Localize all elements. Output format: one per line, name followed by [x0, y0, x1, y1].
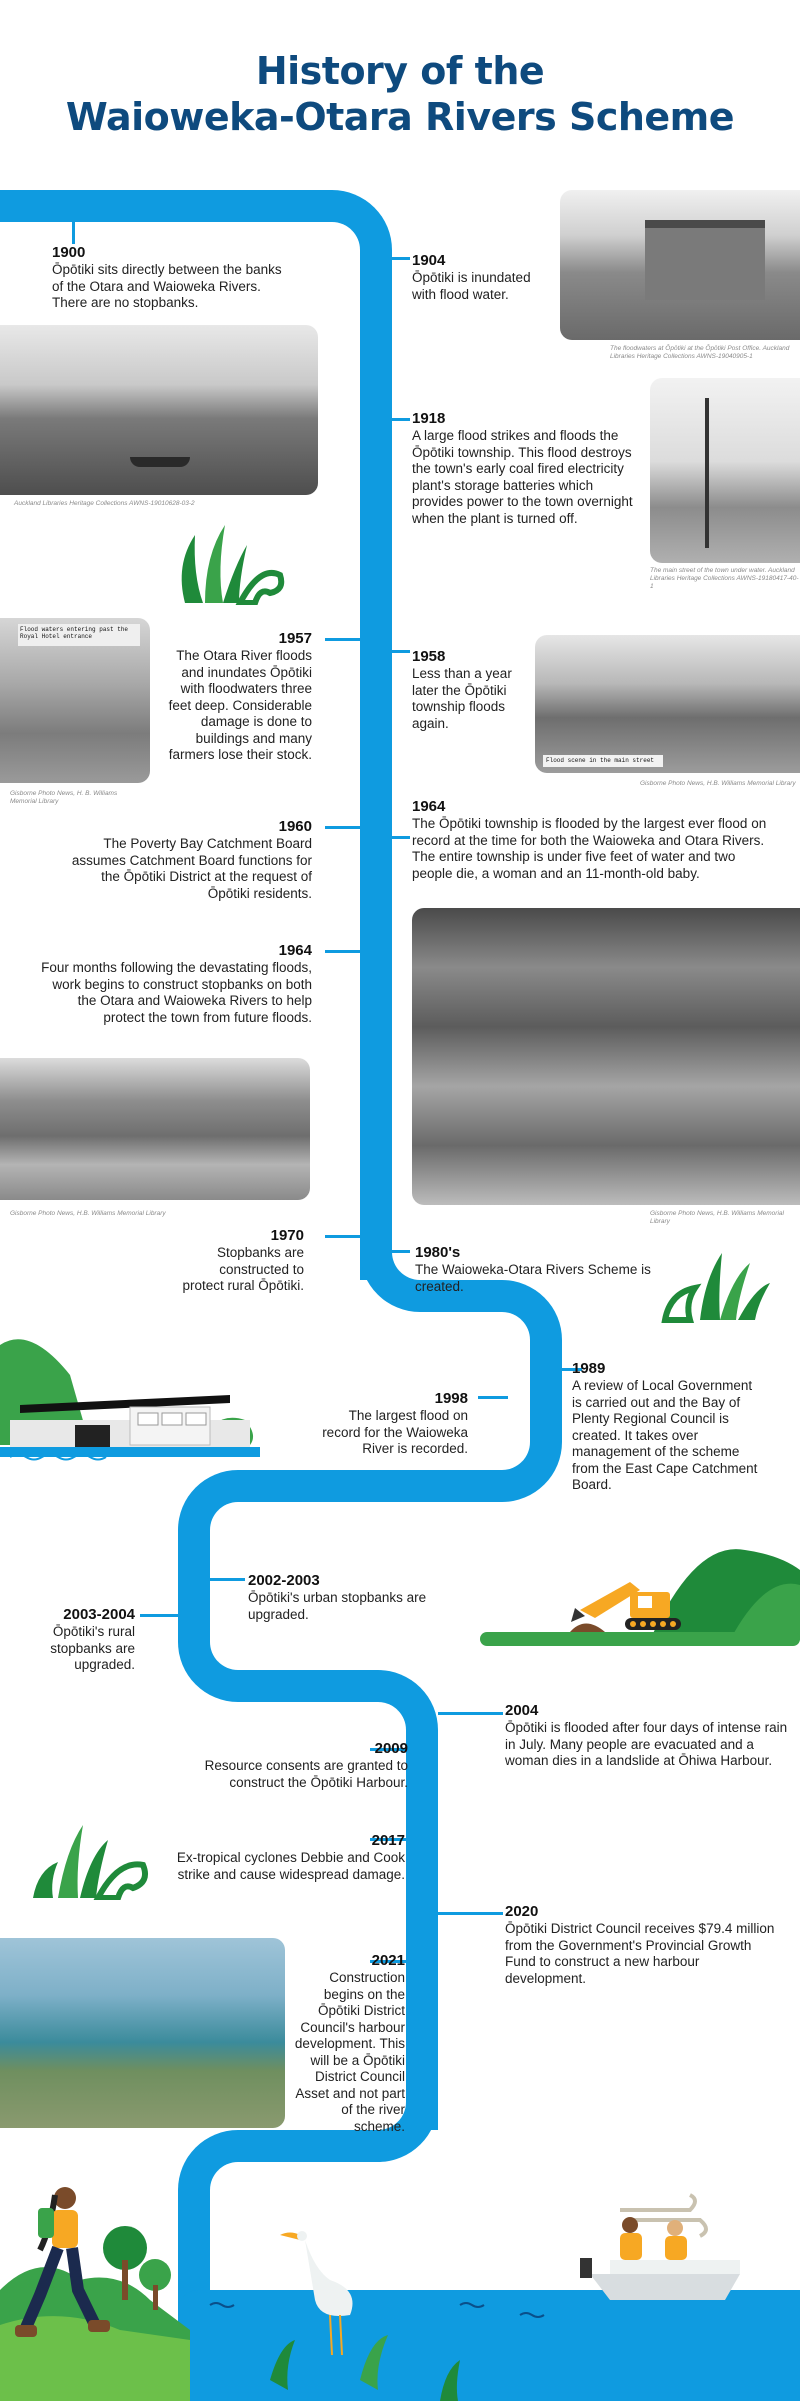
- event-year: 2002-2003: [248, 1572, 320, 1589]
- event-2003-2004: [20, 1606, 135, 1674]
- event-1964-flood: [412, 798, 772, 882]
- event-year: 1958: [412, 648, 446, 665]
- event-2020: [505, 1903, 780, 1987]
- event-text: Ōpōtiki's rural stopbanks are upgraded.: [50, 1624, 135, 1672]
- power-pole-shape: [705, 398, 709, 548]
- event-year: 1957: [278, 630, 312, 647]
- tick-1904: [392, 257, 410, 260]
- boat-shape: [130, 457, 190, 467]
- event-text: Ōpōtiki sits directly between the banks of the Otara and Waioweka Rivers. There are no stopbanks.: [52, 262, 282, 310]
- photo-1957-hotel-flood: [0, 618, 150, 783]
- tick-1998: [478, 1396, 508, 1399]
- event-year: 1900: [52, 244, 86, 261]
- event-text: The Otara River floods and inundates Ōpōtiki with floodwaters three feet deep. Considerable damage is done to buildings and many farmers lose their stock.: [168, 648, 312, 762]
- event-year: 2017: [371, 1832, 405, 1849]
- bottom-landscape-illustration: [0, 2140, 800, 2401]
- photo-1958-township-flood: [535, 635, 800, 773]
- photo-2021-harbour-aerial: [0, 1938, 285, 2128]
- event-1957: [160, 630, 312, 764]
- event-year: 1998: [434, 1390, 468, 1407]
- event-1980s: [415, 1244, 655, 1295]
- event-text: Less than a year later the Ōpōtiki township floods again.: [412, 666, 512, 731]
- event-text: The Waioweka-Otara Rivers Scheme is created.: [415, 1262, 651, 1294]
- event-text: Ōpōtiki's urban stopbanks are upgraded.: [248, 1590, 427, 1622]
- event-2009: [160, 1740, 408, 1791]
- event-text: A large flood strikes and floods the Ōpōtiki township. This flood destroys the town's early coal fired electricity plant's storage batteries which provides power to the town overnight when the plant is turned off.: [412, 428, 633, 526]
- tick-2003: [140, 1614, 178, 1617]
- caption-1918: The main street of the town under water. Auckland Libraries Heritage Collections AWNS-19180417-40-1: [650, 567, 799, 590]
- event-text: Ōpōtiki is flooded after four days of intense rain in July. Many people are evacuated and a woman dies in a landslide at Ōhiwa Harbour.: [505, 1720, 788, 1768]
- event-text: The Poverty Bay Catchment Board assumes Catchment Board functions for the Ōpōtiki District at the request of Ōpōtiki residents.: [71, 836, 312, 901]
- caption-1900: Auckland Libraries Heritage Collections AWNS-19010628-03-2: [14, 500, 195, 507]
- photo-1964-aerial-flood: [412, 908, 800, 1205]
- event-2004: [505, 1702, 790, 1770]
- event-1998: [310, 1390, 468, 1458]
- event-1960: [60, 818, 312, 902]
- tick-1957: [325, 638, 360, 641]
- event-1918: [412, 410, 647, 527]
- event-year: 2004: [505, 1702, 539, 1719]
- event-year: 1960: [278, 818, 312, 835]
- page-title: [0, 48, 800, 140]
- photo-1964-stopbank-construction: [0, 1058, 310, 1200]
- tick-1980s: [392, 1250, 410, 1253]
- tick-1960: [325, 826, 360, 829]
- title-line-2: Waioweka-Otara Rivers Scheme: [65, 95, 735, 139]
- event-text: Four months following the devastating floods, work begins to construct stopbanks on both the Otara and Waioweka Rivers to help protect the town from future floods.: [41, 960, 312, 1025]
- event-text: Stopbanks are constructed to protect rural Ōpōtiki.: [182, 1245, 304, 1293]
- event-year: 1918: [412, 410, 446, 427]
- caption-1964b: Gisborne Photo News, H.B. Williams Memorial Library: [10, 1210, 166, 1217]
- event-year: 1964: [278, 942, 312, 959]
- event-text: A review of Local Government is carried out and the Bay of Plenty Regional Council is created. It takes over management of the scheme from the East Cape Catchment Board.: [572, 1378, 758, 1492]
- tick-2002: [210, 1578, 245, 1581]
- event-text: The largest flood on record for the Waioweka River is recorded.: [322, 1408, 468, 1456]
- event-2017: [160, 1832, 405, 1883]
- tick-1964b: [325, 950, 360, 953]
- event-year: 2021: [371, 1952, 405, 1969]
- photo-sign: Flood waters entering past the Royal Hotel entrance: [18, 624, 140, 646]
- caption-1957: Gisborne Photo News, H. B. Williams Memorial Library: [10, 790, 118, 805]
- caption-1964a: Gisborne Photo News, H.B. Williams Memorial Library: [650, 1210, 784, 1225]
- event-text: Construction begins on the Ōpōtiki District Council's harbour development. This will be a Ōpōtiki District Council Asset and not part of the river scheme.: [294, 1970, 405, 2134]
- event-1970: [180, 1227, 304, 1295]
- tick-2020: [438, 1912, 503, 1915]
- event-1904: [412, 252, 552, 303]
- building-landscape-icon: [0, 1325, 260, 1465]
- title-line-1: History of the: [255, 49, 545, 93]
- event-1900: [52, 244, 282, 312]
- event-2021: [290, 1952, 405, 2135]
- photo-1904-post-office: [560, 190, 800, 340]
- building-shape: [645, 220, 765, 300]
- grass-decoration-icon: [165, 525, 285, 605]
- event-1958: [412, 648, 532, 732]
- tick-1958: [392, 650, 410, 653]
- caption-1958: Gisborne Photo News, H.B. Williams Memorial Library: [640, 780, 796, 787]
- excavator-landscape-icon: [480, 1530, 800, 1655]
- event-text: The Ōpōtiki township is flooded by the largest ever flood on record at the time for both the Waioweka and Otara Rivers. The entire township is under five feet of water and two people die, a woman and an 11-month-old baby.: [412, 816, 767, 881]
- event-1989: [572, 1360, 762, 1494]
- event-year: 2003-2004: [63, 1606, 135, 1623]
- caption-1904: The floodwaters at Ōpōtiki at the Ōpōtiki Post Office. Auckland Libraries Heritage Collections AWNS-19040905-1: [610, 345, 790, 360]
- event-year: 1964: [412, 798, 446, 815]
- event-year: 1970: [270, 1227, 304, 1244]
- photo-sign: Flood scene in the main street: [543, 755, 663, 767]
- event-year: 1989: [572, 1360, 606, 1377]
- event-text: Ōpōtiki is inundated with flood water.: [412, 270, 531, 302]
- grass-decoration-icon: [28, 1820, 153, 1900]
- photo-1918-flooded-street: [650, 378, 800, 563]
- photo-1900-riverbank: [0, 325, 318, 495]
- tick-2004: [438, 1712, 503, 1715]
- tick-1964a: [392, 836, 410, 839]
- tick-1918: [392, 418, 410, 421]
- event-text: Ex-tropical cyclones Debbie and Cook strike and cause widespread damage.: [176, 1850, 405, 1882]
- tick-1900: [72, 222, 75, 244]
- event-text: Ōpōtiki District Council receives $79.4 million from the Government's Provincial Growth Fund to construct a new harbour development.: [505, 1921, 775, 1986]
- event-year: 2009: [374, 1740, 408, 1757]
- event-year: 1980's: [415, 1244, 461, 1261]
- tick-1970: [325, 1235, 360, 1238]
- event-1964-stopbanks: [40, 942, 312, 1026]
- grass-decoration-icon: [660, 1248, 780, 1323]
- event-year: 1904: [412, 252, 446, 269]
- event-text: Resource consents are granted to construct the Ōpōtiki Harbour.: [204, 1758, 408, 1790]
- event-2002-2003: [248, 1572, 428, 1623]
- event-year: 2020: [505, 1903, 539, 1920]
